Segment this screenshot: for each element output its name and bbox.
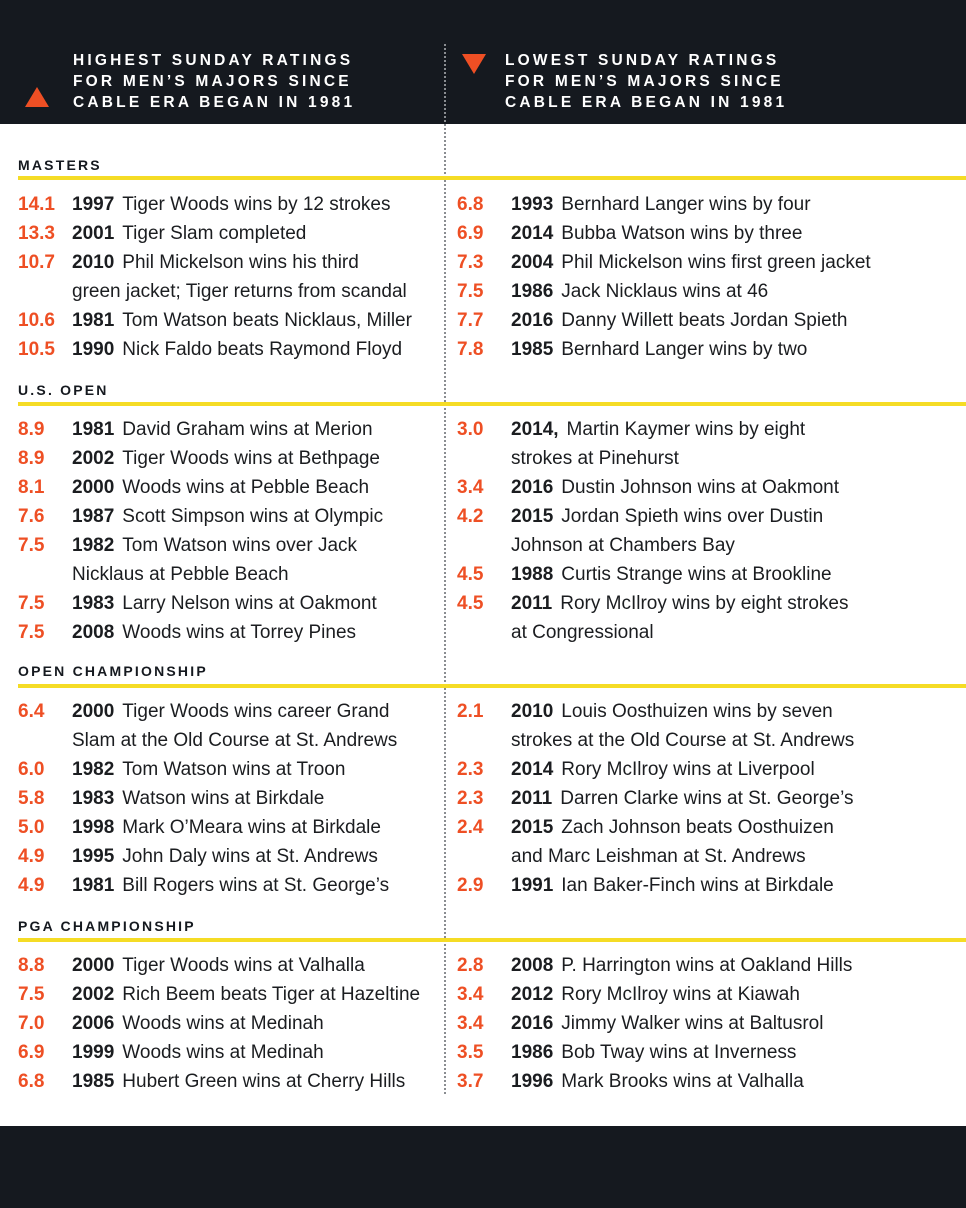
entry-year: 1996 (511, 1071, 554, 1092)
entry-description: Jimmy Walker wins at Baltusrol (561, 1013, 824, 1034)
rating-value: 7.5 (18, 984, 45, 1005)
rating-entry (18, 1038, 448, 1067)
rating-value: 14.1 (18, 194, 55, 215)
rating-value: 7.6 (18, 506, 45, 527)
entry-year: 2000 (72, 955, 115, 976)
rating-entry (18, 335, 448, 364)
entry-line (72, 502, 448, 531)
entry-line (511, 842, 887, 871)
rating-entry (457, 306, 887, 335)
entry-description: David Graham wins at Merion (122, 419, 373, 440)
entry-description: Larry Nelson wins at Oakmont (122, 593, 377, 614)
entry-year: 2012 (511, 984, 554, 1005)
rating-entry (18, 531, 448, 589)
rating-entry (457, 219, 887, 248)
entry-line (72, 784, 448, 813)
rating-value: 7.0 (18, 1013, 45, 1034)
rating-value: 8.8 (18, 955, 45, 976)
rating-value: 6.9 (457, 223, 484, 244)
entry-year: 1991 (511, 875, 554, 896)
rating-entry (18, 813, 448, 842)
entry-line (511, 1009, 887, 1038)
rating-value: 2.8 (457, 955, 484, 976)
entry-line (511, 755, 887, 784)
entry-description: Curtis Strange wins at Brookline (561, 564, 832, 585)
entry-line (511, 951, 887, 980)
entry-year: 1986 (511, 1042, 554, 1063)
rating-value: 8.9 (18, 448, 45, 469)
entry-line (72, 589, 448, 618)
rating-value: 8.1 (18, 477, 45, 498)
entry-year: 2015 (511, 817, 554, 838)
entry-description: Nicklaus at Pebble Beach (72, 564, 289, 585)
rating-entry (18, 951, 448, 980)
rating-entry (457, 697, 887, 755)
entry-line (511, 871, 887, 900)
entry-description: Tiger Slam completed (122, 223, 307, 244)
entry-line (72, 842, 448, 871)
entry-line (72, 277, 448, 306)
entry-description: Tiger Woods wins at Valhalla (122, 955, 365, 976)
entry-description: Darren Clarke wins at St. George’s (560, 788, 854, 809)
rating-value: 2.4 (457, 817, 484, 838)
entry-year: 2014 (511, 223, 554, 244)
entry-line (511, 190, 887, 219)
rating-entry (457, 502, 887, 560)
entry-year: 1981 (72, 875, 115, 896)
section-title: U.S. OPEN (18, 382, 109, 398)
entry-line (72, 697, 448, 726)
entry-year: 2008 (511, 955, 554, 976)
entry-year: 2008 (72, 622, 115, 643)
rating-value: 2.9 (457, 875, 484, 896)
entry-line (511, 980, 887, 1009)
footer-band (0, 1126, 966, 1208)
rating-value: 4.9 (18, 846, 45, 867)
rating-entry (457, 190, 887, 219)
rating-value: 10.5 (18, 339, 55, 360)
entry-line (72, 951, 448, 980)
entry-line (72, 415, 448, 444)
rating-value: 4.5 (457, 564, 484, 585)
entry-year: 2015 (511, 506, 554, 527)
entry-description: Woods wins at Medinah (122, 1013, 324, 1034)
section-rule (18, 176, 966, 180)
rating-value: 4.9 (18, 875, 45, 896)
entry-line (511, 277, 887, 306)
rating-entry (18, 190, 448, 219)
entry-line (511, 335, 887, 364)
entry-line (511, 726, 887, 755)
entry-description: Woods wins at Medinah (122, 1042, 324, 1063)
highest-ratings-list (18, 951, 448, 1096)
lowest-ratings-list (457, 951, 887, 1096)
entry-description: John Daly wins at St. Andrews (122, 846, 378, 867)
rating-value: 2.3 (457, 759, 484, 780)
entry-year: 2014, (511, 419, 559, 440)
entry-year: 1999 (72, 1042, 115, 1063)
highest-ratings-list (18, 415, 448, 647)
entry-line (72, 726, 448, 755)
rating-entry (18, 219, 448, 248)
entry-line (511, 219, 887, 248)
entry-description: Scott Simpson wins at Olympic (122, 506, 384, 527)
entry-year: 1981 (72, 310, 115, 331)
entry-line (72, 1038, 448, 1067)
rating-entry (18, 444, 448, 473)
entry-line (511, 1067, 887, 1096)
rating-entry (457, 248, 887, 277)
heading-line: CABLE ERA BEGAN IN 1981 (73, 94, 356, 111)
entry-line (511, 306, 887, 335)
entry-line (72, 306, 448, 335)
rating-entry (18, 306, 448, 335)
rating-entry (457, 980, 887, 1009)
rating-value: 3.4 (457, 1013, 484, 1034)
entry-line (72, 618, 448, 647)
rating-value: 3.0 (457, 419, 484, 440)
rating-entry (457, 871, 887, 900)
entry-year: 2016 (511, 477, 554, 498)
rating-value: 13.3 (18, 223, 55, 244)
entry-description: Jack Nicklaus wins at 46 (561, 281, 769, 302)
entry-description: Danny Willett beats Jordan Spieth (561, 310, 848, 331)
entry-description: P. Harrington wins at Oakland Hills (561, 955, 853, 976)
rating-entry (457, 1038, 887, 1067)
rating-entry (18, 784, 448, 813)
rating-entry (18, 473, 448, 502)
triangle-down-icon (462, 54, 486, 74)
rating-value: 4.2 (457, 506, 484, 527)
section-rule (18, 684, 966, 688)
entry-description: Tiger Woods wins by 12 strokes (122, 194, 391, 215)
entry-description: Martin Kaymer wins by eight (566, 419, 806, 440)
entry-description: strokes at the Old Course at St. Andrews (511, 730, 855, 751)
entry-line (72, 444, 448, 473)
entry-description: Tom Watson wins over Jack (122, 535, 358, 556)
entry-line (511, 502, 887, 531)
rating-entry (457, 784, 887, 813)
entry-description: Rory McIlroy wins by eight strokes (560, 593, 849, 614)
entry-line (72, 1009, 448, 1038)
entry-description: Rory McIlroy wins at Liverpool (561, 759, 815, 780)
rating-value: 3.4 (457, 984, 484, 1005)
entry-year: 2001 (72, 223, 115, 244)
entry-description: Tiger Woods wins career Grand (122, 701, 390, 722)
entry-description: Tom Watson wins at Troon (122, 759, 346, 780)
section-rule (18, 402, 966, 406)
entry-description: strokes at Pinehurst (511, 448, 679, 469)
entry-description: Rich Beem beats Tiger at Hazeltine (122, 984, 421, 1005)
rating-value: 7.3 (457, 252, 484, 273)
rating-entry (18, 1067, 448, 1096)
entry-year: 2002 (72, 984, 115, 1005)
entry-line (511, 618, 887, 647)
rating-value: 6.8 (18, 1071, 45, 1092)
lowest-ratings-list (457, 697, 887, 900)
entry-year: 1985 (511, 339, 554, 360)
rating-value: 6.4 (18, 701, 45, 722)
entry-line (511, 784, 887, 813)
rating-value: 5.8 (18, 788, 45, 809)
entry-year: 1982 (72, 535, 115, 556)
entry-line (72, 980, 448, 1009)
entry-description: Watson wins at Birkdale (122, 788, 325, 809)
rating-value: 7.8 (457, 339, 484, 360)
entry-description: Zach Johnson beats Oosthuizen (561, 817, 834, 838)
entry-description: Bill Rogers wins at St. George’s (122, 875, 390, 896)
rating-value: 7.5 (18, 622, 45, 643)
rating-value: 8.9 (18, 419, 45, 440)
rating-value: 2.3 (457, 788, 484, 809)
heading-line: HIGHEST SUNDAY RATINGS (73, 52, 354, 69)
entry-year: 1982 (72, 759, 115, 780)
entry-line (72, 190, 448, 219)
rating-value: 3.7 (457, 1071, 484, 1092)
entry-line (72, 219, 448, 248)
entry-line (511, 473, 887, 502)
highest-ratings-heading (73, 50, 355, 113)
entry-description: Jordan Spieth wins over Dustin (561, 506, 824, 527)
rating-value: 7.5 (457, 281, 484, 302)
heading-line: FOR MEN’S MAJORS SINCE (505, 73, 784, 90)
rating-value: 5.0 (18, 817, 45, 838)
entry-line (72, 560, 448, 589)
section-rule (18, 938, 966, 942)
rating-entry (18, 248, 448, 306)
rating-value: 3.5 (457, 1042, 484, 1063)
entry-year: 1983 (72, 593, 115, 614)
entry-description: at Congressional (511, 622, 654, 643)
rating-value: 6.9 (18, 1042, 45, 1063)
heading-line: CABLE ERA BEGAN IN 1981 (505, 94, 788, 111)
entry-description: Woods wins at Pebble Beach (122, 477, 370, 498)
entry-line (511, 415, 887, 444)
entry-description: Dustin Johnson wins at Oakmont (561, 477, 840, 498)
rating-entry (457, 589, 887, 647)
rating-value: 4.5 (457, 593, 484, 614)
entry-year: 2002 (72, 448, 115, 469)
highest-ratings-list (18, 190, 448, 364)
rating-value: 6.8 (457, 194, 484, 215)
rating-value: 3.4 (457, 477, 484, 498)
entry-year: 1995 (72, 846, 115, 867)
entry-year: 1985 (72, 1071, 115, 1092)
rating-value: 2.1 (457, 701, 484, 722)
entry-description: Bubba Watson wins by three (561, 223, 803, 244)
entry-description: Tom Watson beats Nicklaus, Miller (122, 310, 412, 331)
entry-line (511, 560, 887, 589)
entry-year: 1998 (72, 817, 115, 838)
entry-year: 2011 (511, 593, 553, 614)
header-band (0, 0, 966, 124)
entry-year: 2000 (72, 701, 115, 722)
rating-entry (457, 1067, 887, 1096)
rating-entry (18, 415, 448, 444)
entry-year: 2016 (511, 1013, 554, 1034)
rating-entry (18, 697, 448, 755)
entry-description: Mark O’Meara wins at Birkdale (122, 817, 381, 838)
rating-entry (457, 755, 887, 784)
entry-year: 2010 (511, 701, 554, 722)
rating-value: 6.0 (18, 759, 45, 780)
entry-year: 2014 (511, 759, 554, 780)
entry-description: Bob Tway wins at Inverness (561, 1042, 797, 1063)
entry-line (511, 813, 887, 842)
entry-line (72, 248, 448, 277)
triangle-up-icon (25, 87, 49, 107)
entry-line (511, 444, 887, 473)
section-title: PGA CHAMPIONSHIP (18, 918, 196, 934)
entry-year: 1993 (511, 194, 554, 215)
lowest-ratings-list (457, 190, 887, 364)
entry-line (511, 531, 887, 560)
entry-description: Phil Mickelson wins first green jacket (561, 252, 871, 273)
entry-line (72, 813, 448, 842)
entry-description: Johnson at Chambers Bay (511, 535, 735, 556)
rating-entry (457, 415, 887, 473)
highest-ratings-list (18, 697, 448, 900)
lowest-ratings-heading (505, 50, 787, 113)
rating-entry (18, 502, 448, 531)
rating-value: 10.6 (18, 310, 55, 331)
entry-description: Bernhard Langer wins by two (561, 339, 808, 360)
rating-entry (457, 277, 887, 306)
entry-year: 1988 (511, 564, 554, 585)
rating-entry (457, 560, 887, 589)
entry-year: 2016 (511, 310, 554, 331)
entry-description: Rory McIlroy wins at Kiawah (561, 984, 800, 1005)
entry-line (511, 1038, 887, 1067)
section-title: OPEN CHAMPIONSHIP (18, 663, 208, 679)
rating-entry (18, 842, 448, 871)
entry-description: Mark Brooks wins at Valhalla (561, 1071, 804, 1092)
entry-year: 1987 (72, 506, 115, 527)
entry-description: Ian Baker-Finch wins at Birkdale (561, 875, 834, 896)
rating-entry (457, 473, 887, 502)
rating-value: 7.7 (457, 310, 484, 331)
rating-value: 7.5 (18, 535, 45, 556)
entry-year: 1997 (72, 194, 115, 215)
entry-line (72, 1067, 448, 1096)
lowest-ratings-list (457, 415, 887, 647)
entry-year: 1986 (511, 281, 554, 302)
rating-entry (18, 755, 448, 784)
entry-year: 2010 (72, 252, 115, 273)
rating-value: 10.7 (18, 252, 55, 273)
rating-value: 7.5 (18, 593, 45, 614)
entry-line (511, 697, 887, 726)
rating-entry (457, 1009, 887, 1038)
rating-entry (18, 980, 448, 1009)
rating-entry (457, 951, 887, 980)
entry-description: Phil Mickelson wins his third (122, 252, 359, 273)
entry-description: Slam at the Old Course at St. Andrews (72, 730, 398, 751)
rating-entry (18, 618, 448, 647)
entry-year: 2006 (72, 1013, 115, 1034)
rating-entry (18, 589, 448, 618)
entry-year: 1990 (72, 339, 115, 360)
entry-description: Bernhard Langer wins by four (561, 194, 811, 215)
entry-description: and Marc Leishman at St. Andrews (511, 846, 806, 867)
entry-line (72, 531, 448, 560)
entry-line (72, 473, 448, 502)
entry-description: Louis Oosthuizen wins by seven (561, 701, 833, 722)
entry-line (72, 335, 448, 364)
entry-line (511, 589, 887, 618)
entry-year: 2000 (72, 477, 115, 498)
entry-line (72, 755, 448, 784)
rating-entry (18, 1009, 448, 1038)
entry-year: 2004 (511, 252, 554, 273)
heading-line: LOWEST SUNDAY RATINGS (505, 52, 780, 69)
entry-year: 2011 (511, 788, 553, 809)
entry-year: 1981 (72, 419, 115, 440)
rating-entry (18, 871, 448, 900)
entry-description: green jacket; Tiger returns from scandal (72, 281, 407, 302)
rating-entry (457, 335, 887, 364)
entry-line (511, 248, 887, 277)
entry-description: Nick Faldo beats Raymond Floyd (122, 339, 403, 360)
entry-line (72, 871, 448, 900)
entry-description: Woods wins at Torrey Pines (122, 622, 357, 643)
entry-year: 1983 (72, 788, 115, 809)
section-title: MASTERS (18, 157, 102, 173)
heading-line: FOR MEN’S MAJORS SINCE (73, 73, 352, 90)
entry-description: Hubert Green wins at Cherry Hills (122, 1071, 406, 1092)
rating-entry (457, 813, 887, 871)
entry-description: Tiger Woods wins at Bethpage (122, 448, 380, 469)
